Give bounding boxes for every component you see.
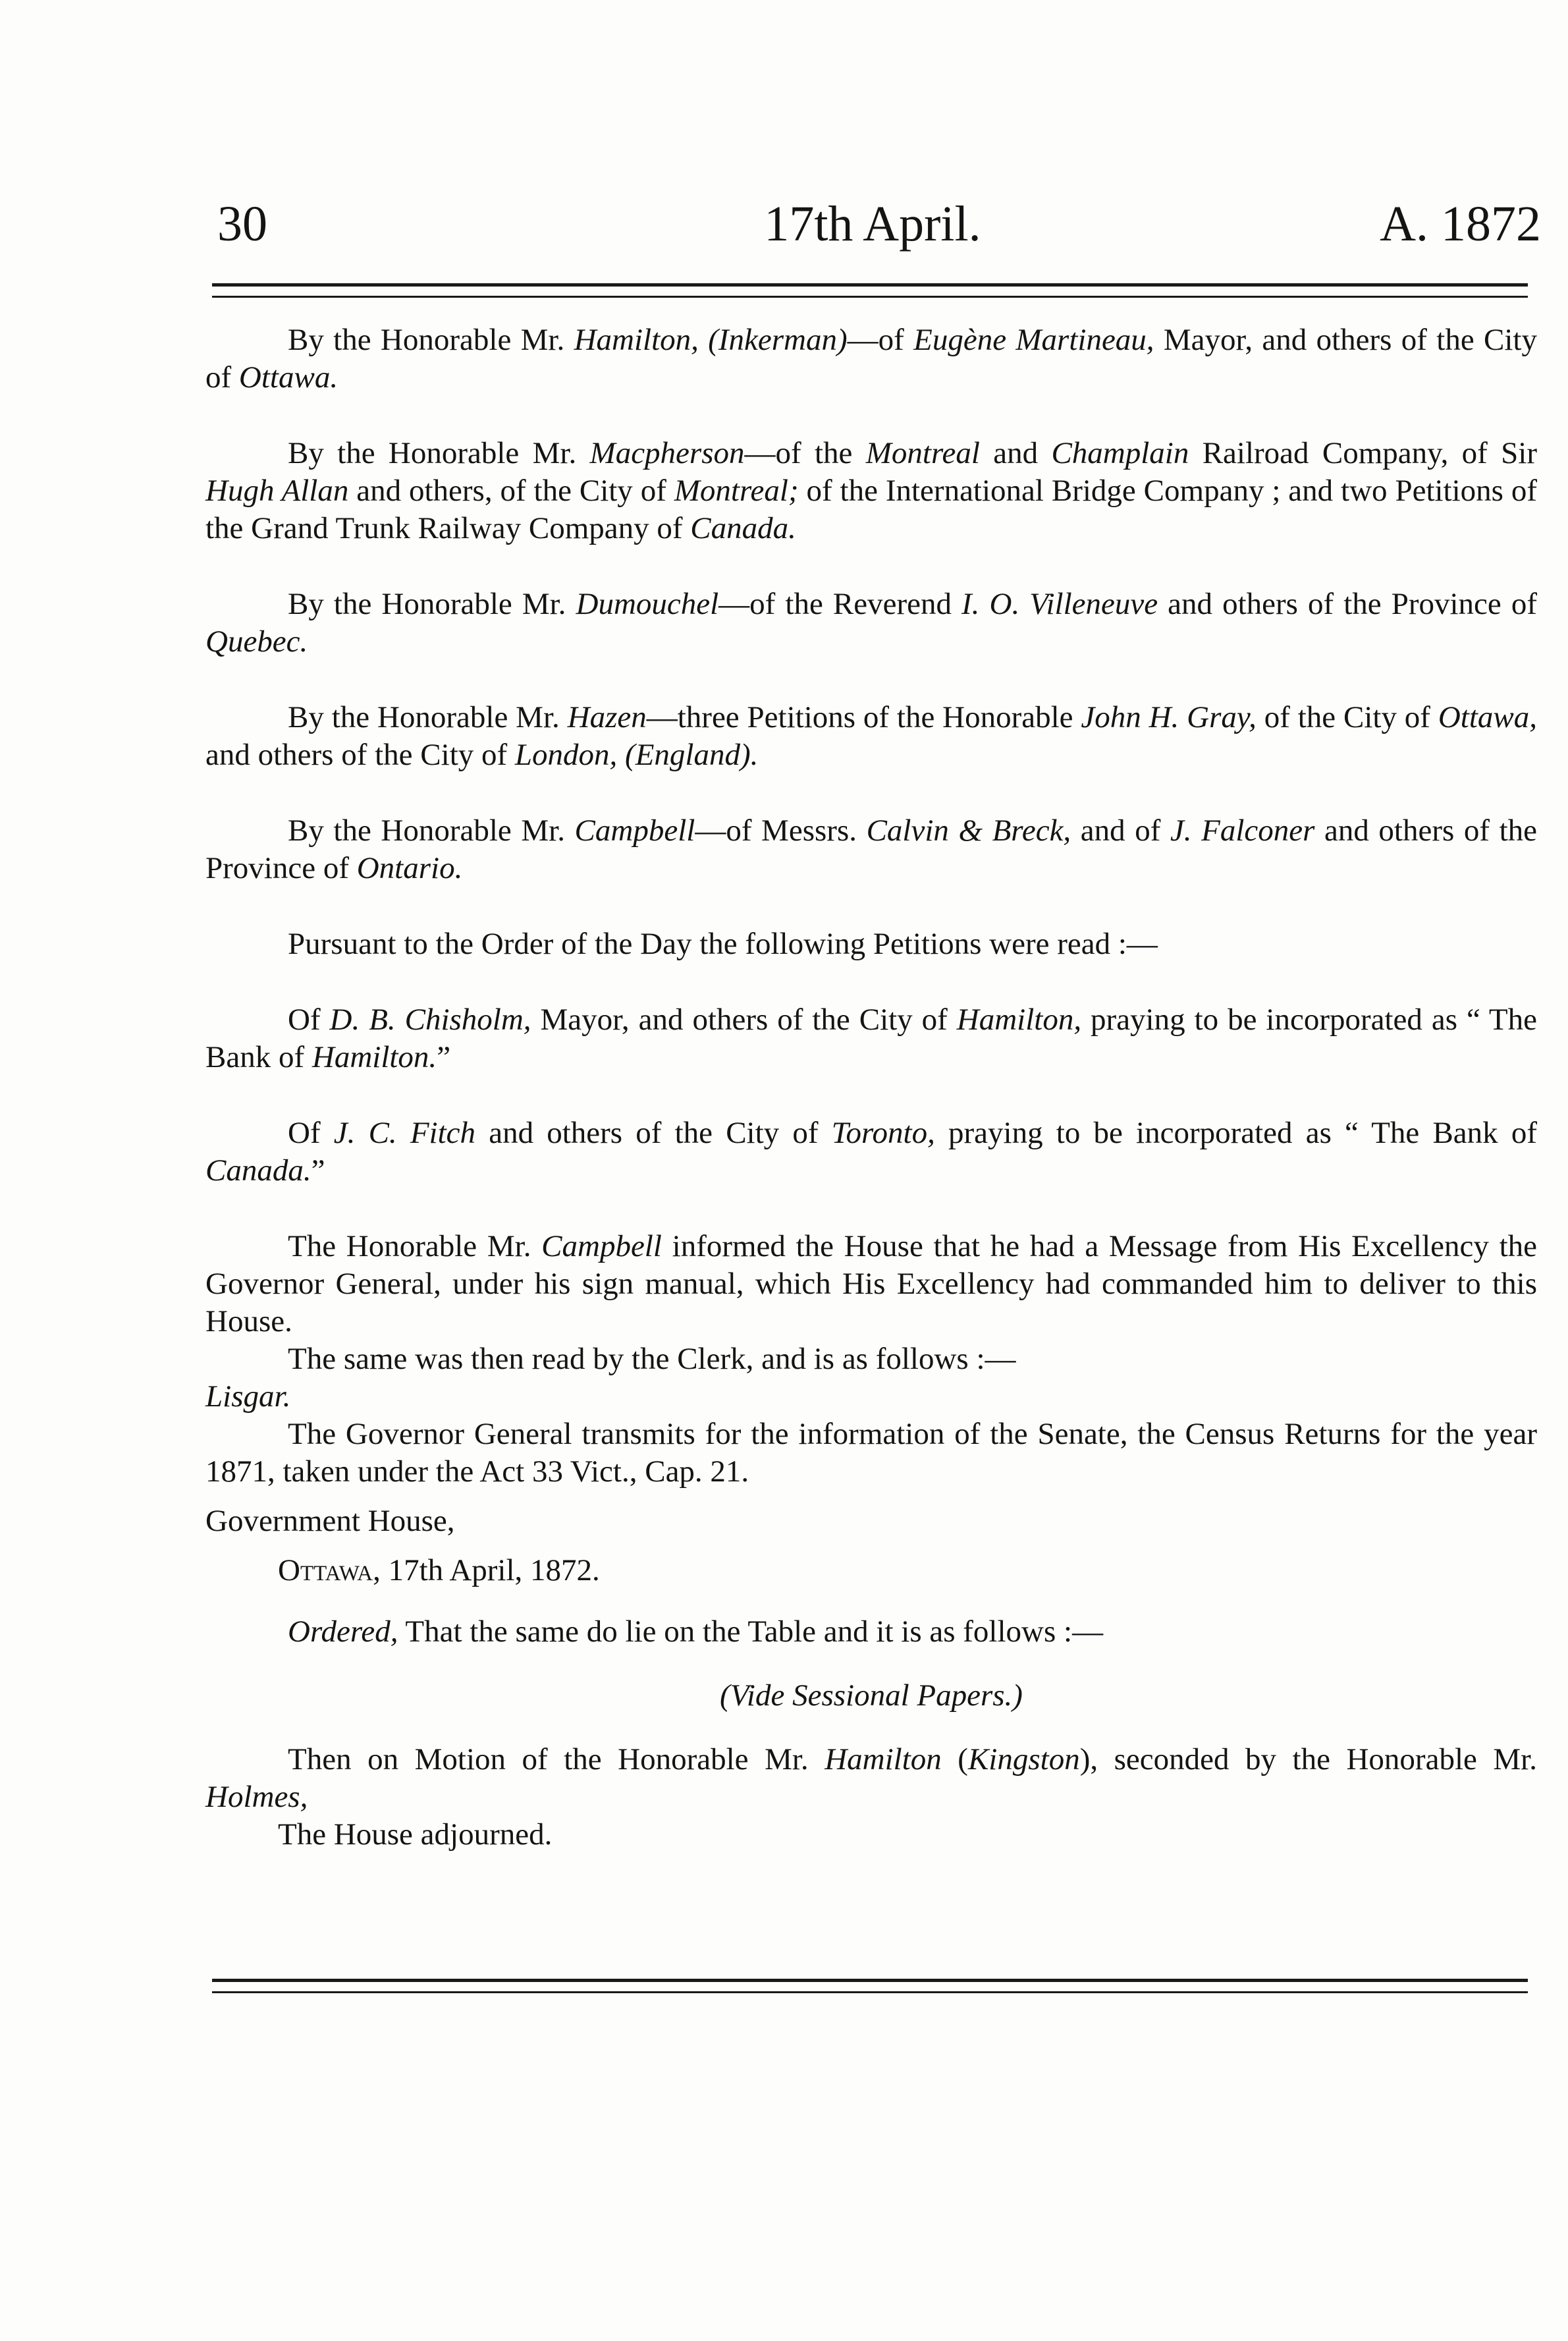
header-rule	[212, 283, 1528, 298]
header-year: A. 1872	[1380, 196, 1541, 252]
petition-chisholm: Of D. B. Chisholm, Mayor, and others of the City of Hamilton, praying to be incorporated as “ The Bank of Hamilton.”	[205, 1003, 1537, 1074]
petition-campbell: By the Honorable Mr. Campbell—of Messrs. Calvin & Breck, and of J. Falconer and others of the Province of Ontario.	[205, 813, 1537, 885]
petition-macpherson: By the Honorable Mr. Macpherson—of the Montreal and Champlain Railroad Company, of Sir Hugh Allan and others, of the City of Montreal; of the International Bridge Company ; and two Petitions of the Grand Trunk Railway Company of Canada.	[205, 436, 1538, 545]
message-read: The same was then read by the Clerk, and is as follows :—	[288, 1342, 1016, 1376]
order-of-day: Pursuant to the Order of the Day the following Petitions were read :—	[288, 927, 1158, 961]
message-announcement: The Honorable Mr. Campbell informed the House that he had a Message from His Excellency the Governor General, under his sign manual, which His Excellency had commanded him to deliver to this House.	[205, 1229, 1537, 1338]
page-header	[204, 191, 1541, 263]
petition-hamilton-inkerman: By the Honorable Mr. Hamilton, (Inkerman)—of Eugène Martineau, Mayor, and others of the City of Ottawa.	[205, 323, 1537, 395]
footer-rule	[212, 1979, 1528, 1993]
adjournment-motion: Then on Motion of the Honorable Mr. Hamilton (Kingston), seconded by the Honorable Mr. Holmes,	[205, 1742, 1537, 1814]
message-date: Ottawa, 17th April, 1872.	[278, 1553, 600, 1587]
sessional-papers-note: (Vide Sessional Papers.)	[720, 1678, 1023, 1713]
petition-hazen: By the Honorable Mr. Hazen—three Petitions of the Honorable John H. Gray, of the City of Ottawa, and others of the City of London, (England).	[205, 700, 1537, 772]
message-signature: Lisgar.	[205, 1379, 291, 1414]
page-number: 30	[217, 196, 267, 252]
petition-fitch: Of J. C. Fitch and others of the City of Toronto, praying to be incorporated as “ The Bank of Canada.”	[205, 1116, 1537, 1188]
message-origin: Government House,	[205, 1504, 455, 1538]
house-adjourned: The House adjourned.	[278, 1817, 553, 1852]
message-text: The Governor General transmits for the information of the Senate, the Census Returns for the year 1871, taken under the Act 33 Vict., Cap. 21.	[205, 1417, 1537, 1489]
ordered-statement: Ordered, That the same do lie on the Table and it is as follows :—	[288, 1614, 1104, 1649]
petition-dumouchel: By the Honorable Mr. Dumouchel—of the Reverend I. O. Villeneuve and others of the Province of Quebec.	[205, 587, 1537, 659]
header-date: 17th April.	[764, 196, 981, 252]
journal-body	[205, 321, 1537, 1854]
